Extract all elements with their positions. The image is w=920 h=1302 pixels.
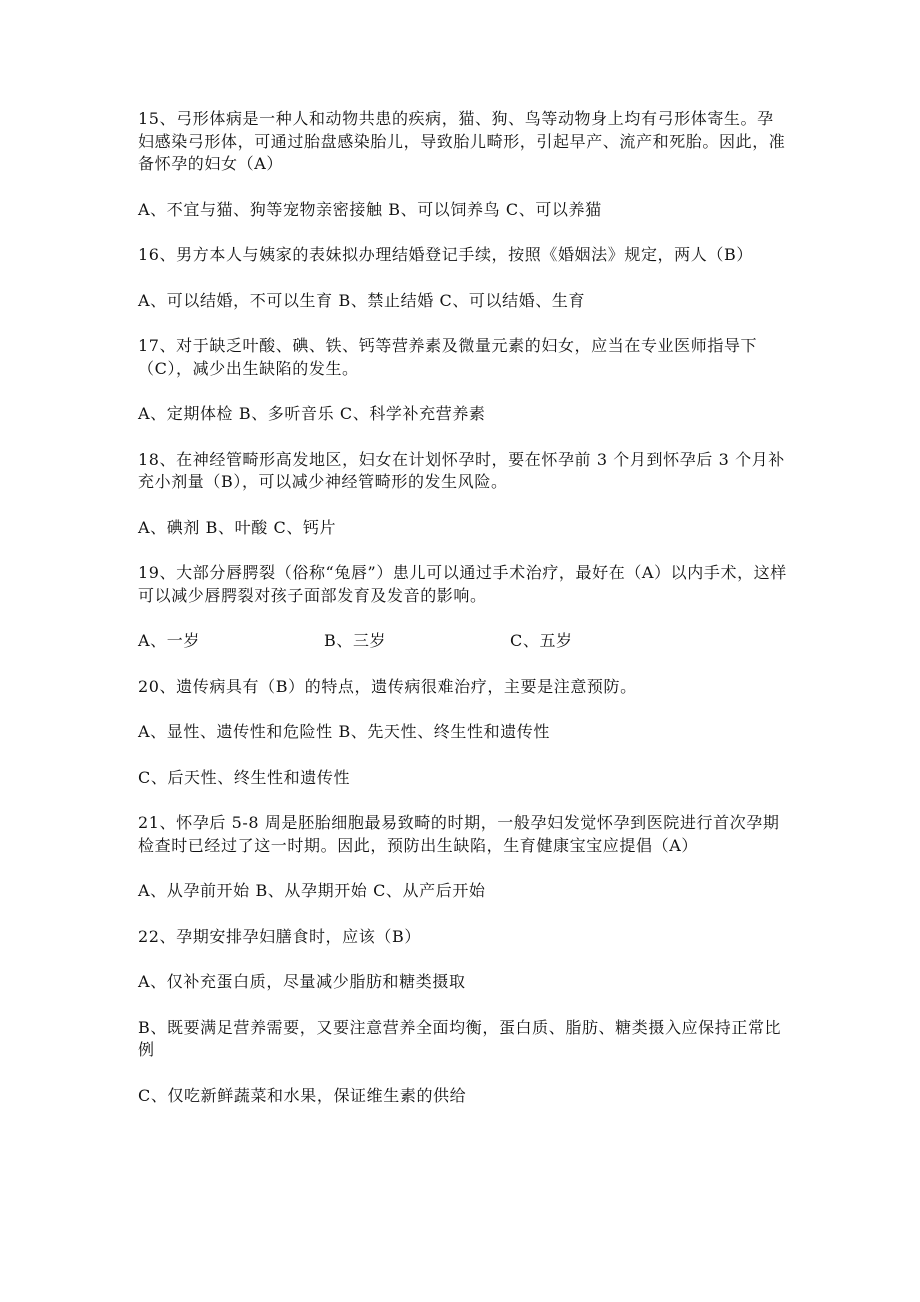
options-20-ab: A、显性、遗传性和危险性 B、先天性、终生性和遗传性 bbox=[138, 722, 550, 741]
question-22: 22、孕期安排孕妇膳食时，应该（B） bbox=[138, 926, 421, 946]
option-22-a: A、仅补充蛋白质，尽量减少脂肪和糖类摄取 bbox=[138, 972, 466, 991]
document-body bbox=[138, 108, 788, 1130]
question-18: 18、在神经管畸形高发地区，妇女在计划怀孕时，要在怀孕前 3 个月到怀孕后 3 个月补充小剂量（B），可以减少神经管畸形的发生风险。 bbox=[138, 449, 785, 491]
question-20: 20、遗传病具有（B）的特点，遗传病很难治疗，主要是注意预防。 bbox=[138, 676, 637, 696]
options-16: A、可以结婚，不可以生育 B、禁止结婚 C、可以结婚、生育 bbox=[138, 290, 586, 310]
question-19: 19、大部分唇腭裂（俗称“兔唇”）患儿可以通过手术治疗，最好在（A）以内手术，这样可以减少唇腭裂对孩子面部发育及发音的影响。 bbox=[138, 563, 787, 605]
options-18: A、碘剂 B、叶酸 C、钙片 bbox=[138, 517, 337, 537]
options-15: A、不宜与猫、狗等宠物亲密接触 B、可以饲养鸟 C、可以养猫 bbox=[138, 199, 602, 219]
question-21: 21、怀孕后 5-8 周是胚胎细胞最易致畸的时期，一般孕妇发觉怀孕到医院进行首次孕期检查时已经过了这一时期。因此，预防出生缺陷，生育健康宝宝应提倡（A） bbox=[138, 813, 780, 855]
question-16: 16、男方本人与姨家的表妹拟办理结婚登记手续，按照《婚姻法》规定，两人（B） bbox=[138, 245, 753, 264]
question-17: 17、对于缺乏叶酸、碘、铁、钙等营养素及微量元素的妇女，应当在专业医师指导下（C），减少出生缺陷的发生。 bbox=[138, 336, 758, 378]
options-20-c: C、后天性、终生性和遗传性 bbox=[138, 767, 351, 787]
question-15: 15、弓形体病是一种人和动物共患的疾病，猫、狗、鸟等动物身上均有弓形体寄生。孕妇感染弓形体，可通过胎盘感染胎儿，导致胎儿畸形，引起早产、流产和死胎。因此，准备怀孕的妇女（A） bbox=[138, 109, 786, 173]
options-21: A、从孕前开始 B、从孕期开始 C、从产后开始 bbox=[138, 881, 486, 900]
options-17: A、定期体检 B、多听音乐 C、科学补充营养素 bbox=[138, 404, 486, 423]
option-22-b: B、既要满足营养需要，又要注意营养全面均衡，蛋白质、脂肪、糖类摄入应保持正常比例 bbox=[138, 1017, 782, 1059]
option-22-c: C、仅吃新鲜蔬菜和水果，保证维生素的供给 bbox=[138, 1085, 467, 1105]
option-19-b: B、三岁 bbox=[324, 631, 387, 650]
option-19-c: C、五岁 bbox=[510, 631, 573, 650]
options-19 bbox=[138, 630, 788, 653]
option-19-a: A、一岁 bbox=[138, 631, 200, 650]
